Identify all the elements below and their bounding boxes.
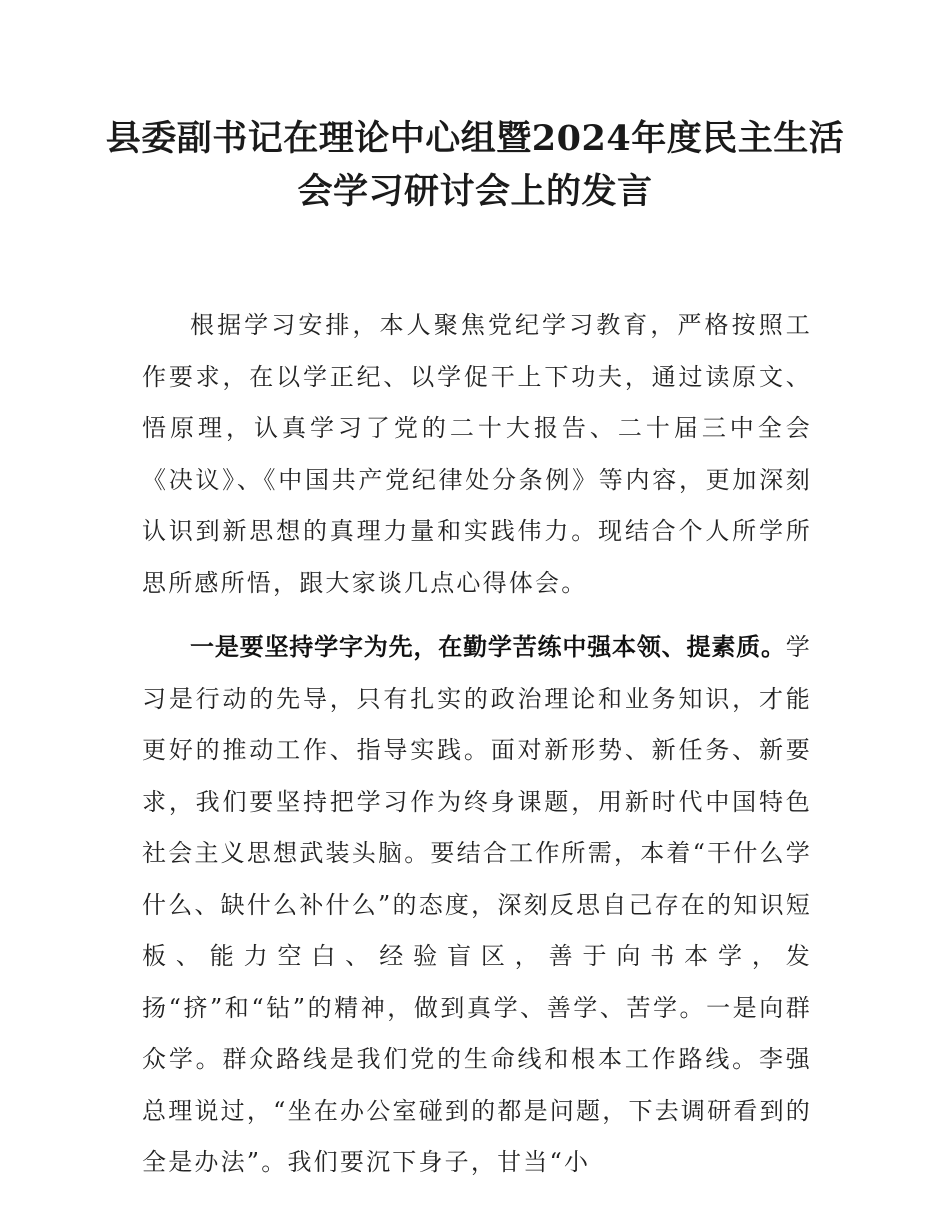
paragraph-lead-heading: 一是要坚持学字为先，在勤学苦练中强本领、提素质。 <box>190 633 786 661</box>
paragraph-text: 根据学习安排，本人聚焦党纪学习教育，严格按照工作要求，在以学正纪、以学促干上下功夫，通过读原文、悟原理，认真学习了党的二十大报告、二十届三中全会《决议》、《中国共产党纪律处分条例》等内容，更加深刻认识到新思想的真理力量和实践伟力。现结合个人所学所思所感所悟，跟大家谈几点心得体会。 <box>142 311 812 597</box>
paragraph-point-one <box>142 622 812 1189</box>
paragraph-intro <box>142 300 812 609</box>
document-title: 县委副书记在理论中心组暨2024年度民主生活会学习研讨会上的发言 <box>105 118 845 212</box>
document-body <box>142 300 812 1189</box>
paragraph-text: 学习是行动的先导，只有扎实的政治理论和业务知识，才能更好的推动工作、指导实践。面对新形势、新任务、新要求，我们要坚持把学习作为终身课题，用新时代中国特色社会主义思想武装头脑。要结合工作所需，本着“干什么学什么、缺什么补什么”的态度，深刻反思自己存在的知识短板、能力空白、经验盲区，善于向书本学，发扬“挤”和“钻”的精神，做到真学、善学、苦学。一是向群众学。群众路线是我们党的生命线和根本工作路线。李强总理说过，“坐在办公室碰到的都是问题，下去调研看到的全是办法”。我们要沉下身子，甘当“小 <box>142 633 812 1176</box>
